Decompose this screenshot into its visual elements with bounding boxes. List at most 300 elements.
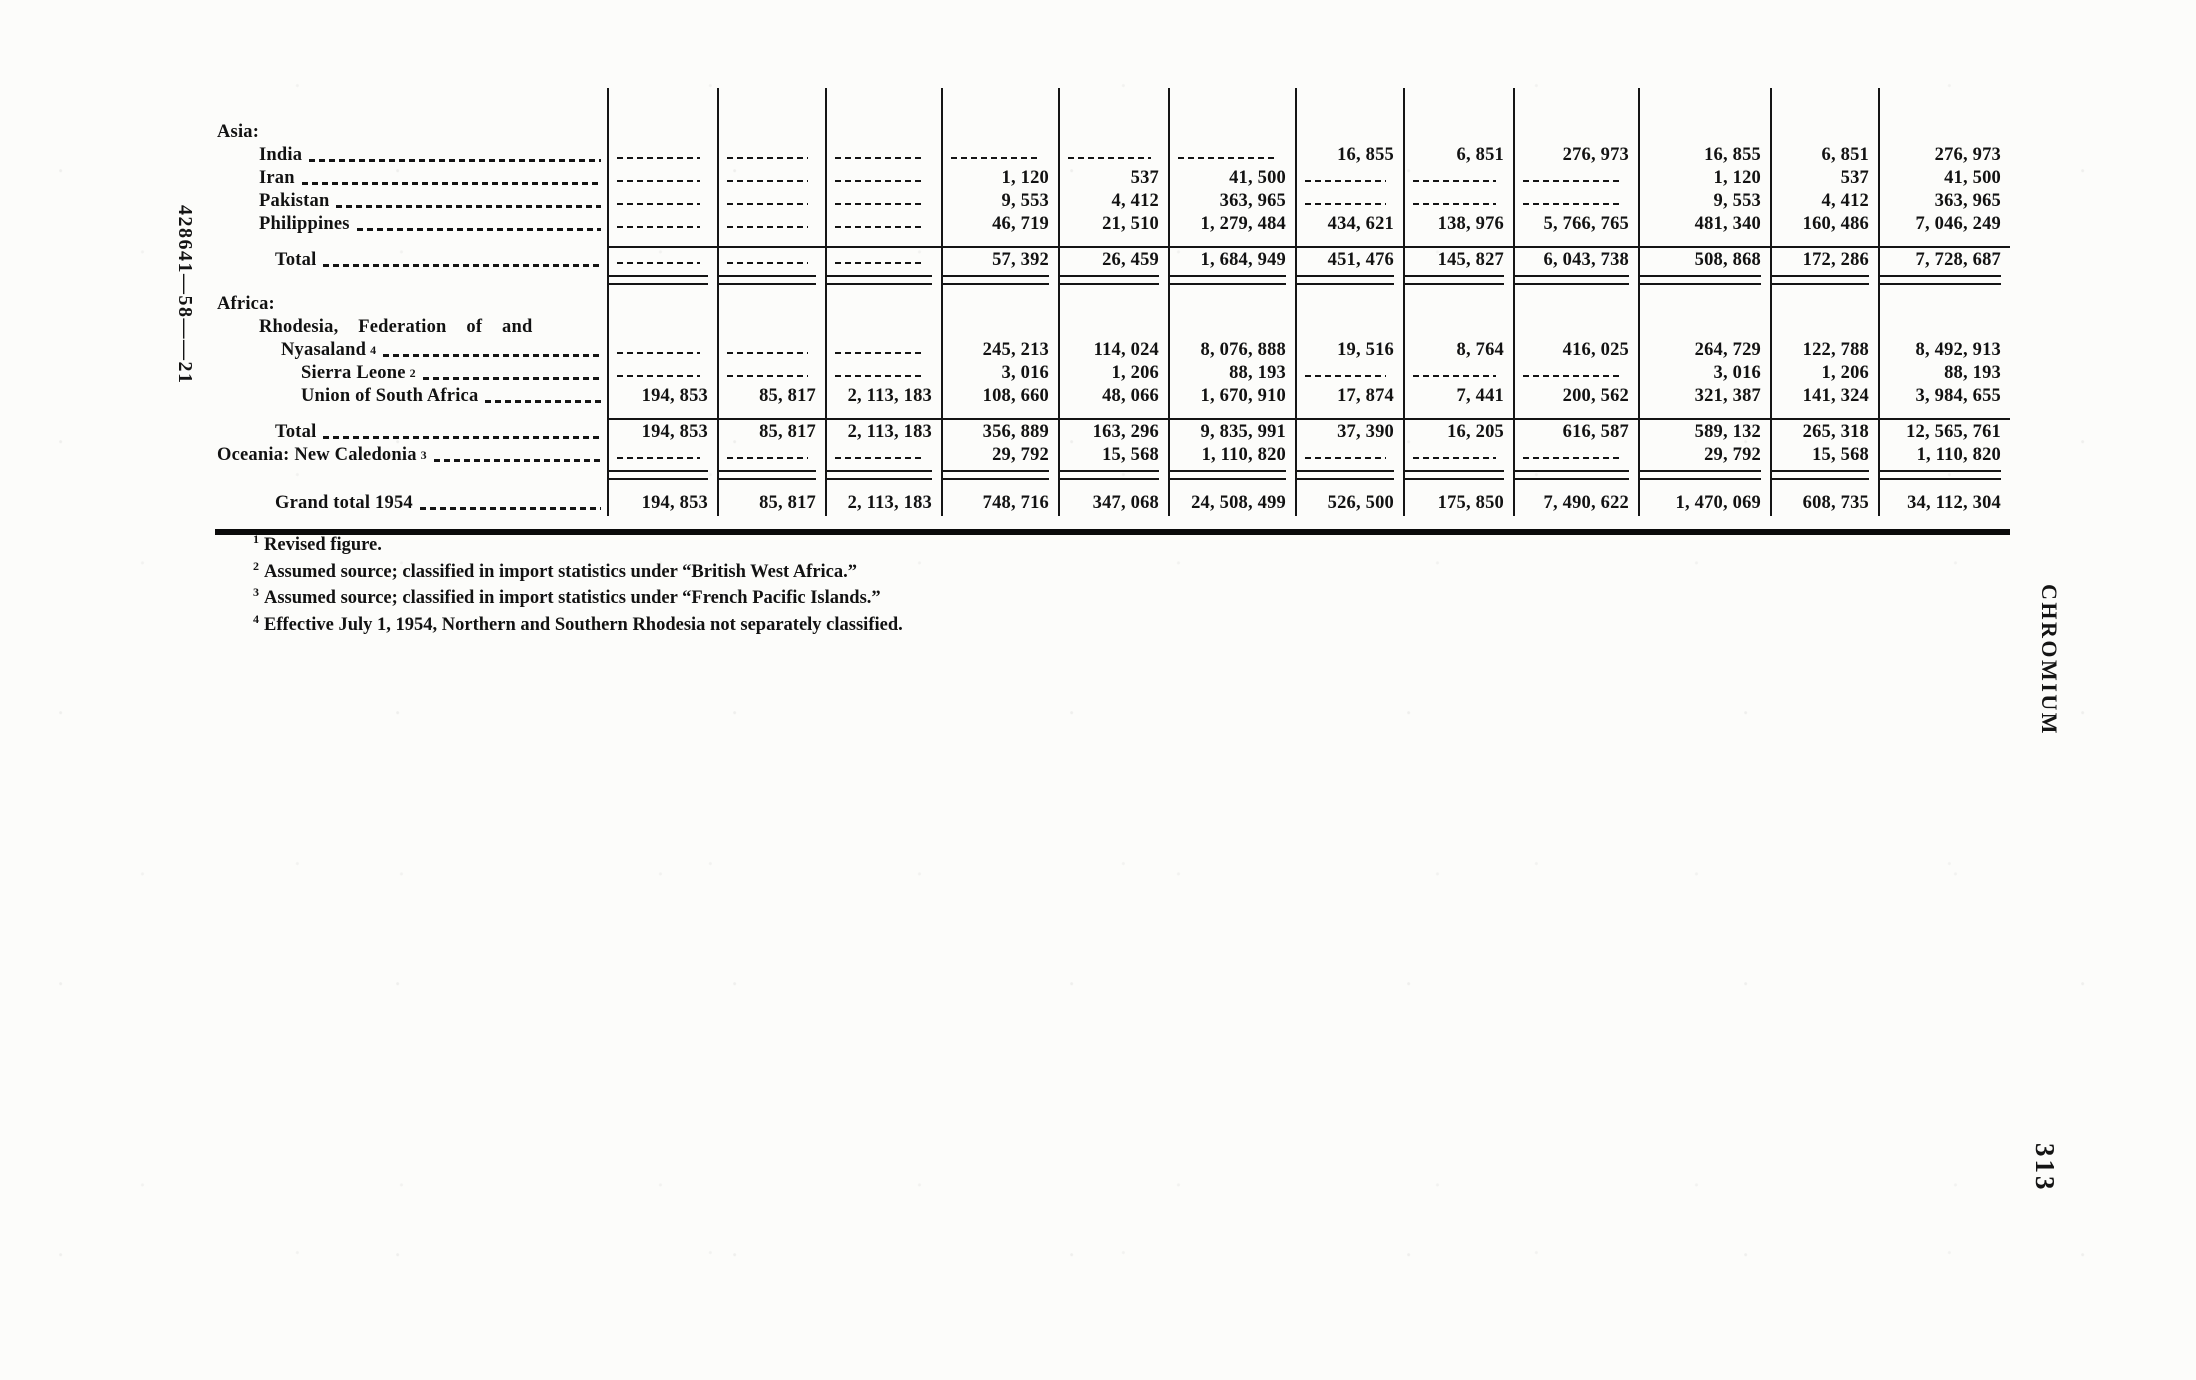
dash-placeholder [727, 180, 808, 183]
dash-placeholder [1305, 203, 1386, 206]
cell [1771, 237, 1879, 247]
cell: 12, 565, 761 [1879, 419, 2010, 445]
dash-placeholder [727, 157, 808, 160]
double-rule [1060, 470, 1159, 480]
cell [608, 363, 718, 386]
cell [608, 273, 718, 287]
cell: 194, 853 [608, 482, 718, 516]
cell [1514, 122, 1639, 145]
cell [608, 287, 718, 317]
cell: 616, 587 [1514, 419, 1639, 445]
row-label-cell [215, 482, 608, 516]
footnote-marker: 3 [253, 585, 259, 600]
cell [942, 273, 1059, 287]
cell: 363, 965 [1169, 191, 1296, 214]
double-rule [1515, 275, 1629, 285]
table-row [215, 468, 2010, 482]
double-rule [609, 275, 708, 285]
cell [1296, 287, 1404, 317]
dash-placeholder [617, 203, 700, 206]
table-row [215, 168, 2010, 191]
cell [718, 237, 826, 247]
double-rule [1772, 275, 1869, 285]
footnote [253, 556, 903, 583]
cell: 172, 286 [1771, 247, 1879, 273]
cell: 16, 205 [1404, 419, 1514, 445]
cell: 48, 066 [1059, 386, 1169, 409]
cell [1639, 273, 1771, 287]
cell [718, 122, 826, 145]
cell [1639, 88, 1771, 122]
cell: 29, 792 [1639, 445, 1771, 468]
cell [1404, 237, 1514, 247]
cell [942, 317, 1059, 340]
cell: 481, 340 [1639, 214, 1771, 237]
cell [942, 287, 1059, 317]
cell [1169, 237, 1296, 247]
dotted-leader [357, 228, 601, 231]
dash-placeholder [835, 157, 924, 160]
row-label-cell [215, 214, 608, 237]
table-row [215, 482, 2010, 516]
dash-placeholder [835, 203, 924, 206]
cell: 1, 206 [1771, 363, 1879, 386]
dotted-leader [383, 354, 601, 357]
dash-placeholder [1523, 375, 1621, 378]
cell [942, 409, 1059, 419]
cell [1169, 317, 1296, 340]
dotted-leader [485, 400, 601, 403]
dotted-leader [309, 159, 601, 162]
row-label: Pakistan [259, 191, 330, 211]
cell [1169, 409, 1296, 419]
cell [718, 168, 826, 191]
cell [608, 317, 718, 340]
cell [718, 88, 826, 122]
cell [1404, 168, 1514, 191]
cell [1169, 122, 1296, 145]
dash-placeholder [1305, 457, 1386, 460]
cell [1879, 122, 2010, 145]
cell: 141, 324 [1771, 386, 1879, 409]
double-rule [1640, 470, 1761, 480]
cell: 21, 510 [1059, 214, 1169, 237]
double-rule [943, 275, 1049, 285]
dash-placeholder [1413, 180, 1496, 183]
cell [826, 145, 942, 168]
row-label-cell [215, 419, 608, 445]
cell: 748, 716 [942, 482, 1059, 516]
row-label-cell [215, 445, 608, 468]
row-label: Africa: [217, 294, 275, 314]
cell [1639, 287, 1771, 317]
dash-placeholder [1523, 180, 1621, 183]
dash-placeholder [727, 226, 808, 229]
dash-placeholder [617, 352, 700, 355]
double-rule [943, 470, 1049, 480]
dash-placeholder [1068, 157, 1151, 160]
table-row [215, 419, 2010, 445]
cell [718, 214, 826, 237]
cell [1169, 468, 1296, 482]
dotted-leader [323, 436, 601, 439]
table-row [215, 409, 2010, 419]
cell: 4, 412 [1771, 191, 1879, 214]
footnote-text: Effective July 1, 1954, Northern and Southern Rhodesia not separately classified. [264, 615, 903, 636]
table-row [215, 273, 2010, 287]
cell: 245, 213 [942, 340, 1059, 363]
cell: 9, 553 [1639, 191, 1771, 214]
double-rule [1297, 470, 1394, 480]
cell: 276, 973 [1879, 145, 2010, 168]
cell [1169, 273, 1296, 287]
cell [826, 340, 942, 363]
cell: 276, 973 [1514, 145, 1639, 168]
cell [608, 145, 718, 168]
cell [1296, 445, 1404, 468]
table-row [215, 445, 2010, 468]
cell: 2, 113, 183 [826, 482, 942, 516]
cell [1059, 409, 1169, 419]
row-label: Total [275, 250, 317, 270]
double-rule [1772, 470, 1869, 480]
dash-placeholder [617, 180, 700, 183]
double-rule [719, 275, 816, 285]
row-label-cell [215, 145, 608, 168]
dash-placeholder [727, 262, 808, 265]
cell: 46, 719 [942, 214, 1059, 237]
cell [1404, 88, 1514, 122]
cell [1296, 468, 1404, 482]
table-row [215, 317, 2010, 340]
footnote-text: Assumed source; classified in import statistics under “French Pacific Islands.” [264, 588, 881, 609]
cell: 85, 817 [718, 482, 826, 516]
table-row [215, 145, 2010, 168]
cell: 9, 553 [942, 191, 1059, 214]
cell [1404, 122, 1514, 145]
printers-imprint: 428641—58——21 [174, 205, 196, 385]
cell [608, 191, 718, 214]
cell [942, 145, 1059, 168]
cell: 88, 193 [1169, 363, 1296, 386]
cell: 3, 016 [1639, 363, 1771, 386]
dash-placeholder [617, 157, 700, 160]
dash-placeholder [835, 226, 924, 229]
cell [718, 445, 826, 468]
row-label-cell [215, 287, 608, 317]
cell: 16, 855 [1296, 145, 1404, 168]
dash-placeholder [727, 457, 808, 460]
cell [826, 168, 942, 191]
double-rule [1060, 275, 1159, 285]
cell [826, 363, 942, 386]
imports-table [215, 88, 2010, 516]
cell [608, 468, 718, 482]
cell [942, 237, 1059, 247]
dotted-leader [423, 377, 601, 380]
row-label-cell [215, 386, 608, 409]
row-label: Nyasaland [281, 340, 367, 360]
cell [718, 191, 826, 214]
cell: 508, 868 [1639, 247, 1771, 273]
cell: 41, 500 [1879, 168, 2010, 191]
cell [826, 317, 942, 340]
cell: 537 [1771, 168, 1879, 191]
dash-placeholder [1413, 203, 1496, 206]
dash-placeholder [1305, 180, 1386, 183]
cell: 175, 850 [1404, 482, 1514, 516]
footnote-marker: 4 [253, 611, 259, 626]
footnote-reference: 3 [420, 448, 427, 462]
cell [1296, 191, 1404, 214]
cell: 7, 728, 687 [1879, 247, 2010, 273]
cell [1639, 317, 1771, 340]
cell [1059, 468, 1169, 482]
cell: 589, 132 [1639, 419, 1771, 445]
cell [1879, 409, 2010, 419]
cell [1059, 317, 1169, 340]
row-label: Iran [259, 168, 295, 188]
table-row [215, 122, 2010, 145]
cell: 608, 735 [1771, 482, 1879, 516]
cell: 145, 827 [1404, 247, 1514, 273]
cell: 200, 562 [1514, 386, 1639, 409]
cell [942, 88, 1059, 122]
cell: 17, 874 [1296, 386, 1404, 409]
cell [608, 237, 718, 247]
row-label-cell [215, 468, 608, 482]
cell: 8, 076, 888 [1169, 340, 1296, 363]
cell [1514, 237, 1639, 247]
cell: 7, 490, 622 [1514, 482, 1639, 516]
cell [1639, 237, 1771, 247]
row-label-cell [215, 88, 608, 122]
cell [826, 409, 942, 419]
cell: 1, 120 [942, 168, 1059, 191]
row-label: Asia: [217, 122, 260, 142]
cell [608, 122, 718, 145]
cell [1771, 468, 1879, 482]
cell [1404, 445, 1514, 468]
cell: 163, 296 [1059, 419, 1169, 445]
dash-placeholder [1523, 203, 1621, 206]
cell [1296, 168, 1404, 191]
cell [718, 273, 826, 287]
cell: 7, 046, 249 [1879, 214, 2010, 237]
cell [608, 168, 718, 191]
cell [942, 122, 1059, 145]
cell [1296, 363, 1404, 386]
cell [1296, 273, 1404, 287]
double-rule [1170, 470, 1286, 480]
dash-placeholder [835, 180, 924, 183]
cell [826, 247, 942, 273]
table-row [215, 191, 2010, 214]
cell [608, 445, 718, 468]
cell [1639, 468, 1771, 482]
cell [826, 191, 942, 214]
cell [1059, 145, 1169, 168]
statistics-table [215, 88, 2010, 535]
cell: 15, 568 [1059, 445, 1169, 468]
table-row [215, 237, 2010, 247]
cell: 451, 476 [1296, 247, 1404, 273]
dotted-leader [434, 459, 601, 462]
cell [1514, 363, 1639, 386]
cell: 1, 470, 069 [1639, 482, 1771, 516]
cell [718, 287, 826, 317]
dash-placeholder [835, 352, 924, 355]
cell [1059, 287, 1169, 317]
cell [1514, 445, 1639, 468]
cell [1059, 273, 1169, 287]
cell: 16, 855 [1639, 145, 1771, 168]
cell [1879, 317, 2010, 340]
cell [826, 445, 942, 468]
running-head-chromium: CHROMIUM [2037, 584, 2062, 736]
cell [1879, 237, 2010, 247]
dash-placeholder [617, 226, 700, 229]
cell [608, 340, 718, 363]
double-rule [719, 470, 816, 480]
page-number: 313 [2030, 1143, 2060, 1193]
table-row [215, 88, 2010, 122]
cell [1296, 409, 1404, 419]
cell [608, 214, 718, 237]
cell: 363, 965 [1879, 191, 2010, 214]
row-label: Philippines [259, 214, 350, 234]
cell: 88, 193 [1879, 363, 2010, 386]
cell [1639, 409, 1771, 419]
row-label-cell [215, 340, 608, 363]
cell [1514, 409, 1639, 419]
dotted-leader [323, 264, 601, 267]
cell: 6, 851 [1771, 145, 1879, 168]
dotted-leader [336, 205, 601, 208]
cell [1879, 88, 2010, 122]
double-rule [1405, 470, 1504, 480]
cell: 5, 766, 765 [1514, 214, 1639, 237]
double-rule [1405, 275, 1504, 285]
cell: 114, 024 [1059, 340, 1169, 363]
cell: 4, 412 [1059, 191, 1169, 214]
cell: 265, 318 [1771, 419, 1879, 445]
dash-placeholder [727, 375, 808, 378]
cell [826, 214, 942, 237]
cell [718, 409, 826, 419]
footnote-text: Revised figure. [264, 535, 382, 556]
cell: 347, 068 [1059, 482, 1169, 516]
cell [826, 237, 942, 247]
cell [1771, 122, 1879, 145]
dash-placeholder [1413, 375, 1496, 378]
cell [718, 145, 826, 168]
dash-placeholder [617, 262, 700, 265]
row-label: Union of South Africa [301, 386, 479, 406]
dash-placeholder [1178, 157, 1278, 160]
cell [1514, 287, 1639, 317]
cell: 526, 500 [1296, 482, 1404, 516]
footnote-marker: 1 [253, 532, 259, 546]
cell [1169, 88, 1296, 122]
dash-placeholder [617, 375, 700, 378]
cell: 160, 486 [1771, 214, 1879, 237]
cell [1404, 363, 1514, 386]
cell [1771, 88, 1879, 122]
dash-placeholder [951, 157, 1041, 160]
double-rule [1640, 275, 1761, 285]
cell [1879, 468, 2010, 482]
cell: 1, 279, 484 [1169, 214, 1296, 237]
cell [608, 409, 718, 419]
footnote-reference: 4 [370, 343, 377, 357]
row-label: Total [275, 422, 317, 442]
cell [1296, 317, 1404, 340]
cell [1879, 273, 2010, 287]
cell: 34, 112, 304 [1879, 482, 2010, 516]
cell: 85, 817 [718, 419, 826, 445]
cell: 3, 016 [942, 363, 1059, 386]
double-rule [827, 275, 932, 285]
cell: 1, 684, 949 [1169, 247, 1296, 273]
cell [1514, 317, 1639, 340]
dash-placeholder [835, 457, 924, 460]
cell: 537 [1059, 168, 1169, 191]
cell: 138, 976 [1404, 214, 1514, 237]
row-label: Oceania: New Caledonia [217, 445, 417, 465]
cell [1296, 88, 1404, 122]
cell [1404, 468, 1514, 482]
dotted-leader [420, 507, 601, 510]
cell [718, 363, 826, 386]
cell [1296, 122, 1404, 145]
cell: 1, 120 [1639, 168, 1771, 191]
row-label-cell [215, 191, 608, 214]
table-row [215, 340, 2010, 363]
cell: 9, 835, 991 [1169, 419, 1296, 445]
cell [608, 247, 718, 273]
cell [826, 122, 942, 145]
row-label: Grand total 1954 [275, 493, 413, 513]
footnote-marker: 2 [253, 558, 259, 573]
dash-placeholder [1413, 457, 1496, 460]
dash-placeholder [1305, 375, 1386, 378]
cell [1169, 287, 1296, 317]
row-label-cell [215, 122, 608, 145]
double-rule [1515, 470, 1629, 480]
cell [1771, 409, 1879, 419]
cell: 108, 660 [942, 386, 1059, 409]
cell [1639, 122, 1771, 145]
cell [1514, 168, 1639, 191]
cell [1404, 191, 1514, 214]
cell: 1, 206 [1059, 363, 1169, 386]
cell: 264, 729 [1639, 340, 1771, 363]
footnote-reference: 2 [409, 366, 416, 380]
cell [718, 247, 826, 273]
cell [1059, 237, 1169, 247]
cell: 416, 025 [1514, 340, 1639, 363]
cell: 41, 500 [1169, 168, 1296, 191]
cell: 194, 853 [608, 386, 718, 409]
table-row [215, 247, 2010, 273]
cell: 6, 043, 738 [1514, 247, 1639, 273]
double-rule [827, 470, 932, 480]
dash-placeholder [835, 262, 924, 265]
footnotes-block [253, 529, 903, 636]
cell: 1, 110, 820 [1169, 445, 1296, 468]
cell [1404, 287, 1514, 317]
